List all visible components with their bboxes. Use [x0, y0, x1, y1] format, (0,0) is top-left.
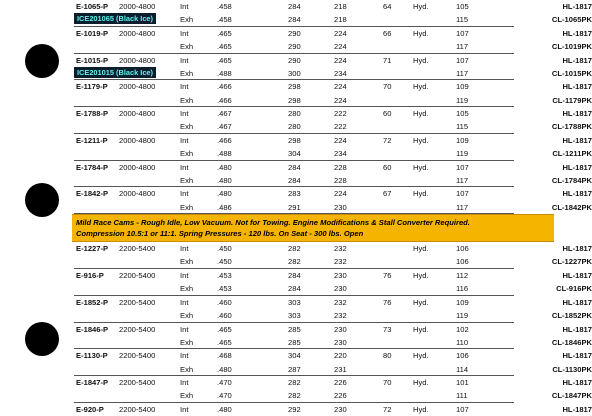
table-row [74, 161, 592, 174]
table-row [74, 174, 592, 188]
lifter-type: Hyd. [413, 189, 429, 199]
overlap-value: 71 [383, 55, 392, 65]
duration-050: 222 [334, 122, 347, 132]
lobe-center: 107 [456, 189, 469, 199]
banner-line-2: Compression 10.5:1 or 11:1. Spring Pressures - 120 lbs. On Seat - 300 lbs. Open [76, 229, 364, 239]
table-row [74, 67, 592, 81]
valve-label: Int [180, 2, 189, 11]
overlap-value: 73 [383, 324, 392, 334]
lifter-type: Hyd. [413, 378, 429, 388]
table-row [74, 363, 592, 377]
valve-label: Int [180, 351, 189, 361]
rpm-range: 2000-4800 [119, 162, 156, 172]
overlap-value: 64 [383, 2, 392, 11]
lifter-kit: HL-1817 [562, 404, 592, 414]
lifter-kit: HL-1817 [562, 109, 592, 119]
binder-hole [25, 44, 59, 78]
overlap-value: 76 [383, 297, 392, 307]
valve-label: Int [180, 109, 189, 119]
lift-value: .465 [217, 337, 232, 347]
rpm-range: 2200-5400 [119, 271, 156, 281]
advertised-duration: 292 [288, 404, 301, 414]
duration-050: 226 [334, 378, 347, 388]
lobe-center: 117 [456, 68, 469, 78]
lobe-center: 112 [456, 271, 469, 281]
lift-value: .450 [217, 244, 232, 254]
rpm-range: 2200-5400 [119, 378, 156, 388]
advertised-duration: 284 [288, 284, 301, 294]
duration-050: 218 [334, 2, 347, 11]
lift-value: .467 [217, 122, 232, 132]
valve-label: Int [180, 135, 189, 145]
advertised-duration: 300 [288, 68, 301, 78]
overlap-value: 76 [383, 271, 392, 281]
table-row [74, 389, 592, 403]
duration-050: 220 [334, 351, 347, 361]
rpm-range: 2000-4800 [119, 82, 156, 92]
advertised-duration: 280 [288, 122, 301, 132]
advertised-duration: 282 [288, 244, 301, 254]
advertised-duration: 284 [288, 15, 301, 25]
lobe-center: 116 [456, 284, 469, 294]
duration-050: 228 [334, 162, 347, 172]
lifter-type: Hyd. [413, 162, 429, 172]
table-row [74, 269, 592, 282]
lifter-type: Hyd. [413, 109, 429, 119]
overlap-value: 60 [383, 162, 392, 172]
advertised-duration: 284 [288, 2, 301, 11]
lobe-center: 115 [456, 122, 469, 132]
lift-value: .460 [217, 311, 232, 320]
valve-label: Exh [180, 391, 194, 401]
lifter-kit: HL-1817 [562, 324, 592, 334]
overlap-value: 67 [383, 189, 392, 199]
overlap-value: 72 [383, 135, 392, 145]
valve-label: Exh [180, 284, 194, 294]
lobe-center: 107 [456, 404, 469, 414]
lifter-kit: HL-1817 [562, 244, 592, 254]
part-number: E-1227-P [76, 244, 109, 254]
table-row [74, 403, 592, 416]
lift-value: .480 [217, 175, 232, 185]
banner-line-1: Mild Race Cams - Rough Idle, Low Vacuum. Not for Towing. Engine Modifications & Stall Converter Required. [76, 218, 470, 228]
lift-value: .453 [217, 284, 232, 294]
lobe-center: 105 [456, 109, 469, 119]
valve-label: Exh [180, 95, 194, 105]
part-number: E-1130-P [76, 351, 108, 361]
lobe-center: 106 [456, 351, 469, 361]
lifter-kit: HL-1817 [562, 162, 592, 172]
valve-label: Int [180, 297, 189, 307]
table-row [74, 376, 592, 389]
advertised-duration: 282 [288, 257, 301, 267]
part-number: E-1065-P [76, 2, 109, 11]
cam-kit: CL-1130PK [552, 364, 592, 374]
rpm-range: 2000-4800 [119, 135, 156, 145]
lobe-center: 107 [456, 162, 469, 172]
duration-050: 226 [334, 391, 347, 401]
lobe-center: 111 [456, 391, 468, 401]
lifter-type: Hyd. [413, 28, 429, 38]
lobe-center: 114 [456, 364, 469, 374]
valve-label: Exh [180, 122, 194, 132]
advertised-duration: 284 [288, 175, 301, 185]
lobe-center: 106 [456, 257, 469, 267]
duration-050: 232 [334, 297, 347, 307]
lobe-center: 107 [456, 55, 469, 65]
lift-value: .480 [217, 404, 232, 414]
lobe-center: 109 [456, 297, 469, 307]
advertised-duration: 280 [288, 109, 301, 119]
lifter-type: Hyd. [413, 2, 429, 11]
lift-value: .466 [217, 82, 232, 92]
valve-label: Exh [180, 15, 194, 25]
cam-kit: CL-1852PK [551, 311, 592, 320]
overlap-value: 80 [383, 351, 392, 361]
rpm-range: 2000-4800 [119, 55, 156, 65]
lobe-center: 102 [456, 324, 469, 334]
cam-kit: CL-1842PK [551, 202, 592, 212]
valve-label: Int [180, 378, 189, 388]
rpm-range: 2000-4800 [119, 109, 156, 119]
rpm-range: 2000-4800 [119, 189, 156, 199]
lift-value: .467 [217, 109, 232, 119]
duration-050: 224 [334, 41, 347, 51]
cam-kit: CL-1211PK [552, 149, 592, 159]
part-number: E-920-P [76, 404, 104, 414]
black-ice-badge: ICE201065 (Black Ice) [74, 13, 156, 24]
lobe-center: 109 [456, 82, 469, 92]
advertised-duration: 290 [288, 28, 301, 38]
valve-label: Exh [180, 311, 194, 320]
lift-value: .458 [217, 2, 232, 11]
lifter-kit: HL-1817 [562, 378, 592, 388]
advertised-duration: 287 [288, 364, 301, 374]
advertised-duration: 298 [288, 82, 301, 92]
table-row [74, 349, 592, 362]
advertised-duration: 284 [288, 271, 301, 281]
lift-value: .468 [217, 351, 232, 361]
duration-050: 224 [334, 28, 347, 38]
lobe-center: 110 [456, 337, 469, 347]
lift-value: .480 [217, 162, 232, 172]
table-row [74, 187, 592, 200]
rpm-range: 2200-5400 [119, 404, 156, 414]
lift-value: .488 [217, 68, 232, 78]
lift-value: .453 [217, 271, 232, 281]
valve-label: Exh [180, 364, 194, 374]
duration-050: 224 [334, 95, 347, 105]
lift-value: .488 [217, 149, 232, 159]
rpm-range: 2200-5400 [119, 351, 156, 361]
lifter-type: Hyd. [413, 297, 429, 307]
rpm-range: 2200-5400 [119, 324, 156, 334]
lifter-type: Hyd. [413, 351, 429, 361]
valve-label: Exh [180, 257, 194, 267]
duration-050: 224 [334, 189, 347, 199]
lift-value: .480 [217, 364, 232, 374]
advertised-duration: 290 [288, 55, 301, 65]
advertised-duration: 285 [288, 324, 301, 334]
valve-label: Int [180, 28, 189, 38]
section-banner [72, 214, 554, 242]
table-row [74, 282, 592, 296]
binder-hole [25, 322, 59, 356]
valve-label: Int [180, 189, 189, 199]
duration-050: 228 [334, 175, 347, 185]
table-row [74, 40, 592, 54]
advertised-duration: 285 [288, 337, 301, 347]
lift-value: .465 [217, 41, 232, 51]
part-number: E-1179-P [76, 82, 108, 92]
table-row [74, 107, 592, 120]
overlap-value: 60 [383, 109, 392, 119]
valve-label: Int [180, 271, 189, 281]
lift-value: .480 [217, 189, 232, 199]
overlap-value: 72 [383, 404, 392, 414]
lobe-center: 119 [456, 149, 469, 159]
lifter-kit: HL-1817 [562, 2, 592, 11]
overlap-value: 66 [383, 28, 392, 38]
overlap-value: 70 [383, 378, 392, 388]
part-number: E-1015-P [76, 55, 109, 65]
table-row [74, 242, 592, 255]
binder-hole [25, 183, 59, 217]
lobe-center: 101 [456, 378, 469, 388]
rpm-range: 2200-5400 [119, 244, 156, 254]
lifter-type: Hyd. [413, 55, 429, 65]
duration-050: 230 [334, 337, 347, 347]
advertised-duration: 283 [288, 189, 301, 199]
duration-050: 230 [334, 271, 347, 281]
duration-050: 224 [334, 82, 347, 92]
duration-050: 232 [334, 311, 347, 320]
lifter-kit: HL-1817 [562, 55, 592, 65]
black-ice-badge: ICE201015 (Black Ice) [74, 67, 156, 78]
lifter-type: Hyd. [413, 271, 429, 281]
lobe-center: 119 [456, 95, 469, 105]
rpm-range: 2000-4800 [119, 28, 156, 38]
cam-kit: CL-1179PK [552, 95, 592, 105]
cam-kit: CL-916PK [556, 284, 592, 294]
lifter-kit: HL-1817 [562, 271, 592, 281]
lobe-center: 105 [456, 2, 469, 11]
cam-kit: CL-1065PK [551, 15, 592, 25]
part-number: E-1211-P [76, 135, 108, 145]
part-number: E-1852-P [76, 297, 109, 307]
advertised-duration: 298 [288, 95, 301, 105]
lift-value: .460 [217, 297, 232, 307]
lobe-center: 106 [456, 244, 469, 254]
lobe-center: 109 [456, 135, 469, 145]
part-number: E-916-P [76, 271, 104, 281]
cam-kit: CL-1227PK [551, 257, 592, 267]
street-cam-group [74, 0, 592, 214]
lifter-kit: HL-1817 [562, 135, 592, 145]
lift-value: .465 [217, 324, 232, 334]
advertised-duration: 298 [288, 135, 301, 145]
duration-050: 232 [334, 257, 347, 267]
advertised-duration: 291 [288, 202, 301, 212]
lift-value: .466 [217, 135, 232, 145]
lift-value: .470 [217, 378, 232, 388]
lobe-center: 117 [456, 202, 469, 212]
advertised-duration: 282 [288, 391, 301, 401]
rpm-range: 2000-4800 [119, 2, 156, 11]
valve-label: Exh [180, 68, 194, 78]
valve-label: Exh [180, 202, 194, 212]
part-number: E-1784-P [76, 162, 109, 172]
race-cam-group [74, 242, 592, 416]
duration-050: 222 [334, 109, 347, 119]
valve-label: Int [180, 244, 189, 254]
lifter-type: Hyd. [413, 135, 429, 145]
table-row [74, 94, 592, 108]
advertised-duration: 303 [288, 311, 301, 320]
valve-label: Int [180, 55, 189, 65]
cam-spec-table [74, 0, 592, 416]
table-row [74, 296, 592, 309]
advertised-duration: 282 [288, 378, 301, 388]
duration-050: 230 [334, 202, 347, 212]
cam-kit: CL-1015PK [551, 68, 592, 78]
lift-value: .486 [217, 202, 232, 212]
cam-kit: CL-1847PK [551, 391, 592, 401]
advertised-duration: 304 [288, 351, 301, 361]
lobe-center: 115 [456, 15, 469, 25]
lifter-type: Hyd. [413, 82, 429, 92]
lift-value: .465 [217, 55, 232, 65]
valve-label: Int [180, 82, 189, 92]
table-row [74, 120, 592, 134]
duration-050: 234 [334, 149, 347, 159]
part-number: E-1788-P [76, 109, 109, 119]
table-row [74, 54, 592, 67]
duration-050: 230 [334, 284, 347, 294]
rpm-range: 2200-5400 [119, 297, 156, 307]
lift-value: .470 [217, 391, 232, 401]
duration-050: 224 [334, 55, 347, 65]
table-row [74, 147, 592, 161]
lobe-center: 117 [456, 175, 469, 185]
table-row [74, 80, 592, 93]
part-number: E-1842-P [76, 189, 109, 199]
overlap-value: 70 [383, 82, 392, 92]
advertised-duration: 290 [288, 41, 301, 51]
table-row [74, 27, 592, 40]
duration-050: 218 [334, 15, 347, 25]
lift-value: .450 [217, 257, 232, 267]
lifter-kit: HL-1817 [562, 189, 592, 199]
advertised-duration: 304 [288, 149, 301, 159]
table-row [74, 309, 592, 323]
valve-label: Exh [180, 149, 194, 159]
duration-050: 231 [334, 364, 347, 374]
duration-050: 230 [334, 404, 347, 414]
valve-label: Exh [180, 175, 194, 185]
advertised-duration: 303 [288, 297, 301, 307]
lifter-kit: HL-1817 [562, 351, 592, 361]
lift-value: .458 [217, 15, 232, 25]
duration-050: 232 [334, 244, 347, 254]
part-number: E-1019-P [76, 28, 109, 38]
lifter-kit: HL-1817 [562, 28, 592, 38]
table-row [74, 0, 592, 13]
lobe-center: 119 [456, 311, 469, 320]
lifter-type: Hyd. [413, 324, 429, 334]
cam-kit: CL-1788PK [551, 122, 592, 132]
duration-050: 224 [334, 135, 347, 145]
cam-kit: CL-1019PK [551, 41, 592, 51]
duration-050: 234 [334, 68, 347, 78]
part-number: E-1847-P [76, 378, 109, 388]
valve-label: Exh [180, 41, 194, 51]
table-row [74, 134, 592, 147]
lifter-kit: HL-1817 [562, 297, 592, 307]
valve-label: Int [180, 324, 189, 334]
lobe-center: 117 [456, 41, 469, 51]
valve-label: Exh [180, 337, 194, 347]
valve-label: Int [180, 404, 189, 414]
lifter-kit: HL-1817 [562, 82, 592, 92]
cam-kit: CL-1846PK [551, 337, 592, 347]
advertised-duration: 284 [288, 162, 301, 172]
table-row [74, 201, 592, 215]
valve-label: Int [180, 162, 189, 172]
part-number: E-1846-P [76, 324, 109, 334]
lifter-type: Hyd. [413, 404, 429, 414]
table-row [74, 255, 592, 269]
cam-kit: CL-1784PK [551, 175, 592, 185]
table-row [74, 323, 592, 336]
table-row [74, 13, 592, 27]
lift-value: .465 [217, 28, 232, 38]
duration-050: 230 [334, 324, 347, 334]
table-row [74, 336, 592, 350]
lobe-center: 107 [456, 28, 469, 38]
lift-value: .466 [217, 95, 232, 105]
lifter-type: Hyd. [413, 244, 429, 254]
